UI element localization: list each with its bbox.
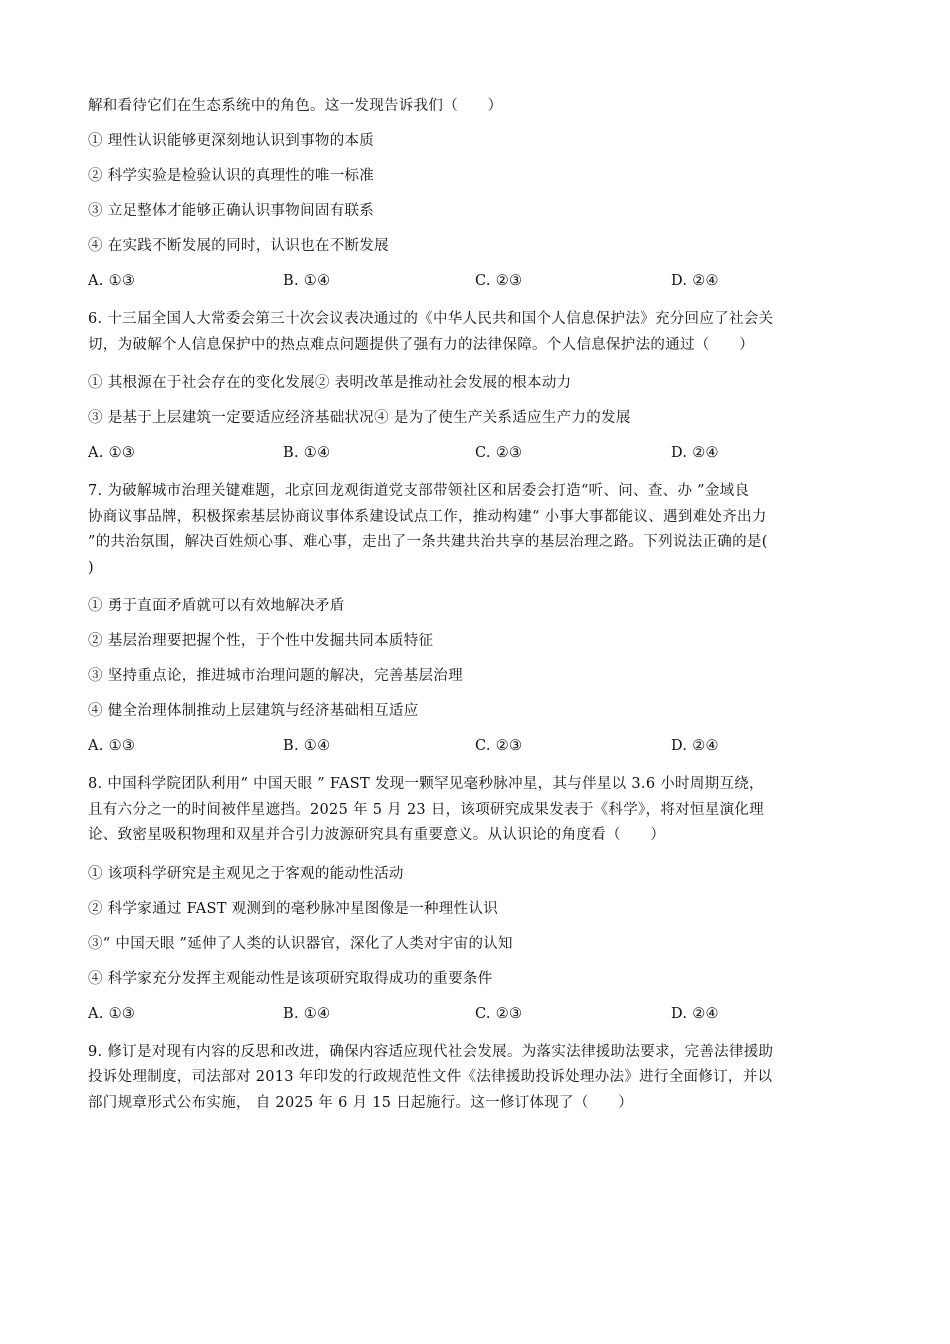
question-5 xyxy=(88,96,878,291)
question-5-option-4: ④ 在实践不断发展的同时，认识也在不断发展 xyxy=(88,238,389,254)
question-6-option-1: ① 其根源在于社会存在的变化发展② 表明改革是推动社会发展的根本动力 xyxy=(88,375,572,391)
question-5-option-1: ① 理性认识能够更深刻地认识到事物的本质 xyxy=(88,133,375,149)
stem-line: 协商议事品牌，积极探索基层协商议事体系建设试点工作，推动构建“ 小事大事都能议、遇到难处齐出力 xyxy=(88,508,767,525)
stem-line: ”的共治氛围，解决百姓烦心事、难心事，走出了一条共建共治共享的基层治理之路。下列说法正确的是( xyxy=(88,534,768,550)
answer-b: B. ①④ xyxy=(283,738,331,754)
answer-c: C. ②③ xyxy=(475,1005,523,1022)
answer-a: A. ①③ xyxy=(88,273,136,289)
question-5-option-3: ③ 立足整体才能够正确认识事物间固有联系 xyxy=(88,203,375,219)
question-6-stem xyxy=(88,307,878,358)
answer-d: D. ②④ xyxy=(671,1005,719,1022)
answer-c: C. ②③ xyxy=(475,738,523,754)
stem-line: 6. 十三届全国人大常委会第三十次会议表决通过的《中华人民共和国个人信息保护法》充分回应了社会关 xyxy=(88,311,774,327)
answer-c: C. ②③ xyxy=(475,273,523,289)
question-8-stem xyxy=(88,772,878,849)
answer-b: B. ①④ xyxy=(283,273,331,289)
question-7-option-4: ④ 健全治理体制推动上层建筑与经济基础相互适应 xyxy=(88,703,419,719)
stem-line: 部门规章形式公布实施， 自 2025 年 6 月 15 日起施行。这一修订体现了（ ） xyxy=(88,1094,634,1111)
question-6-option-2: ③ 是基于上层建筑一定要适应经济基础状况④ 是为了使生产关系适应生产力的发展 xyxy=(88,410,631,426)
question-8-answers xyxy=(88,1004,878,1024)
question-5-answers xyxy=(88,271,878,291)
stem-line: 切，为破解个人信息保护中的热点难点问题提供了强有力的法律保障。个人信息保护法的通过（ ） xyxy=(88,336,754,353)
question-5-option-2: ② 科学实验是检验认识的真理性的唯一标准 xyxy=(88,168,375,184)
question-7-answers xyxy=(88,736,878,756)
stem-line: 7. 为破解城市治理关键难题，北京回龙观街道党支部带领社区和居委会打造“听、问、查、办 ”金域良 xyxy=(88,483,750,499)
stem-line: 8. 中国科学院团队利用“ 中国天眼 ” FAST 发现一颗罕见毫秒脉冲星，其与伴星以 3.6 小时周期互绕， xyxy=(88,776,764,792)
question-8 xyxy=(88,772,878,1024)
question-9-stem xyxy=(88,1040,878,1117)
answer-d: D. ②④ xyxy=(671,273,719,289)
answer-a: A. ①③ xyxy=(88,1005,136,1022)
question-7-option-1: ① 勇于直面矛盾就可以有效地解决矛盾 xyxy=(88,598,345,614)
question-9 xyxy=(88,1040,878,1117)
question-7 xyxy=(88,479,878,756)
answer-d: D. ②④ xyxy=(671,445,719,461)
answer-b: B. ①④ xyxy=(283,445,331,461)
answer-c: C. ②③ xyxy=(475,445,523,461)
stem-line: ) xyxy=(88,559,94,576)
question-7-option-3: ③ 坚持重点论，推进城市治理问题的解决，完善基层治理 xyxy=(88,668,463,684)
answer-a: A. ①③ xyxy=(88,738,136,754)
stem-line: 投诉处理制度，司法部对 2013 年印发的行政规范性文件《法律援助投诉处理办法》进行全面修订，并以 xyxy=(88,1069,773,1085)
question-8-option-1: ① 该项科学研究是主观见之于客观的能动性活动 xyxy=(88,865,404,882)
question-7-option-2: ② 基层治理要把握个性，于个性中发掘共同本质特征 xyxy=(88,633,434,649)
question-7-stem xyxy=(88,479,878,581)
question-8-option-2: ② 科学家通过 FAST 观测到的毫秒脉冲星图像是一种理性认识 xyxy=(88,900,499,917)
exam-page xyxy=(88,96,878,1116)
answer-a: A. ①③ xyxy=(88,445,136,461)
stem-line: 9. 修订是对现有内容的反思和改进，确保内容适应现代社会发展。为落实法律援助法要求，完善法律援助 xyxy=(88,1043,774,1060)
question-6-answers xyxy=(88,443,878,463)
answer-d: D. ②④ xyxy=(671,738,719,754)
stem-line: 且有六分之一的时间被伴星遮挡。2025 年 5 月 23 日，该项研究成果发表于《科学》，将对恒星演化理 xyxy=(88,801,764,818)
question-8-option-3: ③“ 中国天眼 ”延伸了人类的认识器官，深化了人类对宇宙的认知 xyxy=(88,935,513,952)
question-8-option-4: ④ 科学家充分发挥主观能动性是该项研究取得成功的重要条件 xyxy=(88,970,493,987)
question-6 xyxy=(88,307,878,463)
stem-line: 论、致密星吸积物理和双星并合引力波源研究具有重要意义。从认识论的角度看（ ） xyxy=(88,827,666,843)
answer-b: B. ①④ xyxy=(283,1005,331,1022)
question-5-stem-tail: 解和看待它们在生态系统中的角色。这一发现告诉我们（ ） xyxy=(88,98,503,114)
